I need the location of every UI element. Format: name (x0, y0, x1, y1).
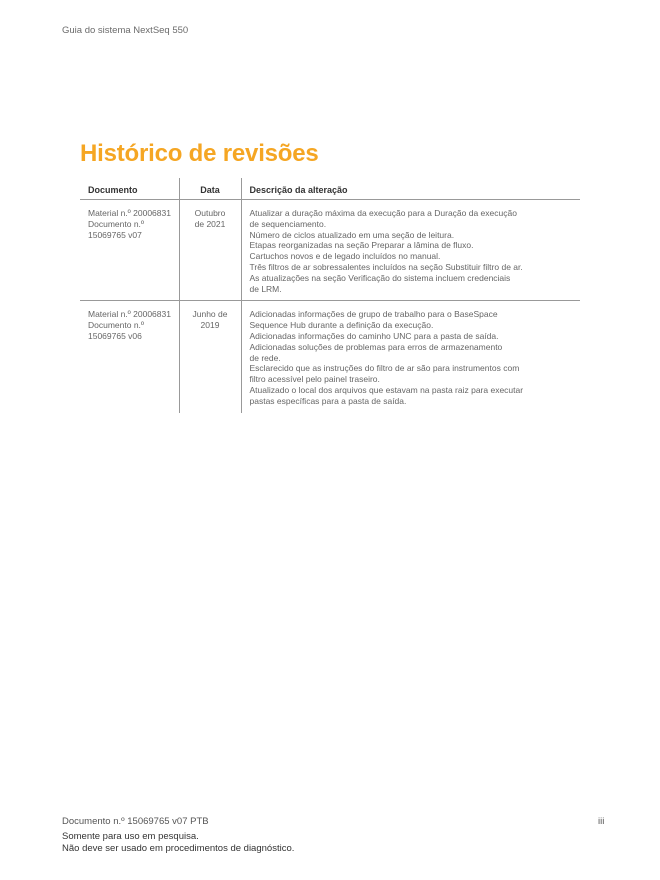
disclaimer-line: Não deve ser usado em procedimentos de diagnóstico. (62, 843, 295, 854)
disclaimer-line: Somente para uso em pesquisa. (62, 831, 199, 842)
description-line: Etapas reorganizadas na seção Preparar a lâmina de fluxo. (249, 240, 474, 251)
date-line: Junho de (192, 309, 228, 320)
document-line: Material n.º 20006831 (88, 309, 171, 320)
description-line: Adicionadas informações do caminho UNC para a pasta de saída. (249, 330, 499, 341)
description-line: Atualizar a duração máxima da execução para a Duração da execução (249, 208, 517, 218)
description-line: Três filtros de ar sobressalentes incluídos na seção Substituir filtro de ar. (249, 261, 523, 272)
description-line: Cartuchos novos e de legado incluídos no manual. (249, 251, 441, 262)
date-line: de 2021 (194, 218, 226, 229)
page-title: Histórico de revisões (80, 140, 319, 167)
description-line: filtro acessível pelo painel traseiro. (249, 374, 380, 385)
running-header: Guia do sistema NextSeq 550 (62, 25, 189, 36)
document-line: Documento n.º (88, 320, 145, 331)
description-cell (241, 200, 580, 301)
document-line: Documento n.º (88, 218, 145, 229)
footer-document-number: Documento n.º 15069765 v07 PTB (62, 816, 209, 827)
table-header-row (80, 178, 580, 200)
table-row (80, 301, 580, 413)
column-header-description: Descrição da alteração (241, 178, 580, 200)
document-line: 15069765 v07 (88, 229, 142, 240)
description-cell (241, 301, 580, 413)
date-cell (179, 301, 241, 413)
description-line: de LRM. (249, 283, 282, 294)
date-line: 2019 (200, 320, 220, 331)
description-line: As atualizações na seção Verificação do sistema incluem credenciais (249, 272, 511, 283)
description-line: Adicionadas soluções de problemas para erros de armazenamento (249, 341, 503, 352)
column-header-date: Data (179, 178, 241, 200)
document-cell (80, 200, 179, 301)
column-header-document: Documento (80, 178, 179, 200)
page-number: iii (598, 816, 605, 827)
footer-disclaimer (62, 831, 294, 855)
revision-history-table (80, 178, 580, 413)
description-line: de rede. (249, 352, 281, 363)
description-line: pastas específicas para a pasta de saída. (249, 395, 407, 406)
document-cell (80, 301, 179, 413)
description-line: Esclarecido que as instruções do filtro de ar são para instrumentos com (249, 363, 520, 374)
document-line: 15069765 v06 (88, 330, 142, 341)
description-line: Adicionadas informações de grupo de trabalho para o BaseSpace (249, 309, 498, 320)
document-line: Material n.º 20006831 (88, 208, 171, 218)
description-line: Sequence Hub durante a definição da execução. (249, 320, 434, 331)
date-line: Outubro (194, 208, 226, 218)
date-cell (179, 200, 241, 301)
table-row (80, 200, 580, 301)
description-line: Número de ciclos atualizado em uma seção de leitura. (249, 229, 455, 240)
description-line: de sequenciamento. (249, 218, 327, 229)
description-line: Atualizado o local dos arquivos que estavam na pasta raiz para executar (249, 384, 524, 395)
